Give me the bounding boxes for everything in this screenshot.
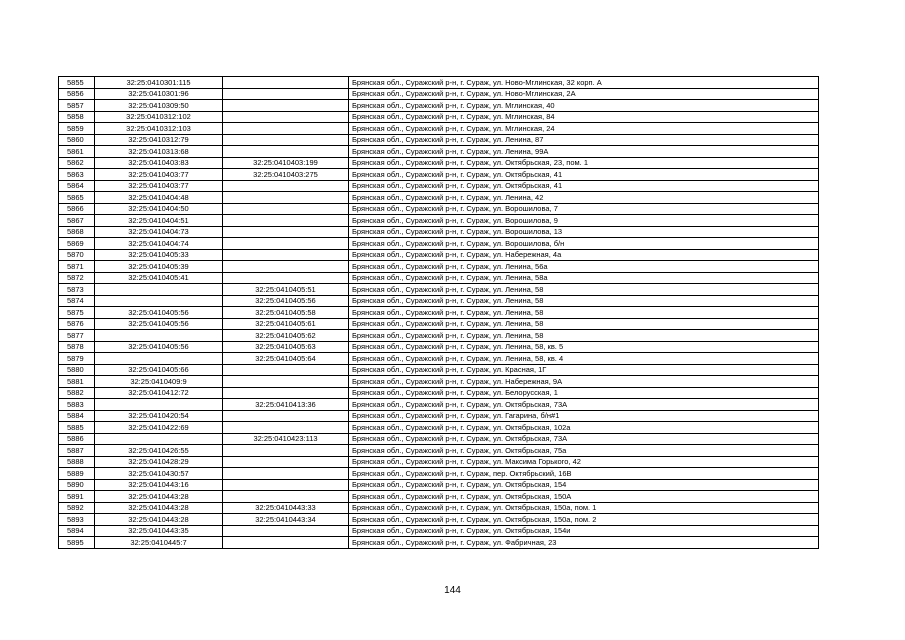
cadastral-number-cell: 32:25:0410430:57 [95,468,223,480]
table-row [59,238,819,250]
address-cell: Брянская обл., Суражский р-н, г. Сураж, ул. Белорусская, 1 [349,387,819,399]
address-cell: Брянская обл., Суражский р-н, г. Сураж, ул. Октябрьская, 150а, пом. 1 [349,502,819,514]
related-cadastral-number-cell: 32:25:0410443:33 [223,502,349,514]
cadastral-number-cell: 32:25:0410405:56 [95,341,223,353]
address-cell: Брянская обл., Суражский р-н, г. Сураж, ул. Ленина, 58, кв. 5 [349,341,819,353]
row-number-cell: 5872 [59,272,95,284]
row-number-cell: 5894 [59,525,95,537]
table-row [59,100,819,112]
address-cell: Брянская обл., Суражский р-н, г. Сураж, ул. Ново-Мглинская, 2А [349,88,819,100]
table-row [59,491,819,503]
related-cadastral-number-cell: 32:25:0410403:275 [223,169,349,181]
table-row [59,387,819,399]
property-table [58,76,819,549]
table-row [59,261,819,273]
row-number-cell: 5862 [59,157,95,169]
cadastral-number-cell: 32:25:0410443:16 [95,479,223,491]
table-row [59,249,819,261]
cadastral-number-cell: 32:25:0410412:72 [95,387,223,399]
address-cell: Брянская обл., Суражский р-н, г. Сураж, ул. Мглинская, 24 [349,123,819,135]
related-cadastral-number-cell: 32:25:0410405:51 [223,284,349,296]
row-number-cell: 5858 [59,111,95,123]
table-row [59,295,819,307]
related-cadastral-number-cell [223,261,349,273]
cadastral-number-cell: 32:25:0410405:33 [95,249,223,261]
address-cell: Брянская обл., Суражский р-н, г. Сураж, ул. Набережная, 9А [349,376,819,388]
row-number-cell: 5891 [59,491,95,503]
row-number-cell: 5892 [59,502,95,514]
address-cell: Брянская обл., Суражский р-н, г. Сураж, ул. Октябрьская, 150А [349,491,819,503]
table-row [59,192,819,204]
row-number-cell: 5888 [59,456,95,468]
address-cell: Брянская обл., Суражский р-н, г. Сураж, ул. Ворошилова, 7 [349,203,819,215]
table-row [59,146,819,158]
related-cadastral-number-cell [223,238,349,250]
row-number-cell: 5886 [59,433,95,445]
related-cadastral-number-cell [223,88,349,100]
row-number-cell: 5868 [59,226,95,238]
related-cadastral-number-cell [223,387,349,399]
related-cadastral-number-cell: 32:25:0410405:64 [223,353,349,365]
row-number-cell: 5861 [59,146,95,158]
table-row [59,353,819,365]
table-row [59,468,819,480]
table-row [59,134,819,146]
page-number: 144 [444,585,461,596]
row-number-cell: 5856 [59,88,95,100]
address-cell: Брянская обл., Суражский р-н, г. Сураж, ул. Октябрьская, 154и [349,525,819,537]
cadastral-number-cell: 32:25:0410443:28 [95,514,223,526]
related-cadastral-number-cell [223,525,349,537]
row-number-cell: 5887 [59,445,95,457]
related-cadastral-number-cell: 32:25:0410403:199 [223,157,349,169]
table-row [59,422,819,434]
cadastral-number-cell: 32:25:0410313:68 [95,146,223,158]
address-cell: Брянская обл., Суражский р-н, г. Сураж, ул. Ворошилова, 9 [349,215,819,227]
row-number-cell: 5860 [59,134,95,146]
related-cadastral-number-cell: 32:25:0410405:61 [223,318,349,330]
address-cell: Брянская обл., Суражский р-н, г. Сураж, ул. Октябрьская, 102а [349,422,819,434]
table-row [59,215,819,227]
table-row [59,307,819,319]
row-number-cell: 5879 [59,353,95,365]
address-cell: Брянская обл., Суражский р-н, г. Сураж, ул. Октябрьская, 73А [349,399,819,411]
address-cell: Брянская обл., Суражский р-н, г. Сураж, ул. Ленина, 42 [349,192,819,204]
table-row [59,169,819,181]
row-number-cell: 5870 [59,249,95,261]
row-number-cell: 5884 [59,410,95,422]
row-number-cell: 5857 [59,100,95,112]
row-number-cell: 5866 [59,203,95,215]
cadastral-number-cell: 32:25:0410443:28 [95,491,223,503]
cadastral-number-cell: 32:25:0410301:115 [95,77,223,89]
address-cell: Брянская обл., Суражский р-н, г. Сураж, ул. Фабричная, 23 [349,537,819,549]
cadastral-number-cell [95,284,223,296]
row-number-cell: 5881 [59,376,95,388]
cadastral-number-cell: 32:25:0410420:54 [95,410,223,422]
address-cell: Брянская обл., Суражский р-н, г. Сураж, ул. Ново-Мглинская, 32 корп. А [349,77,819,89]
table-row [59,364,819,376]
related-cadastral-number-cell: 32:25:0410405:63 [223,341,349,353]
related-cadastral-number-cell [223,146,349,158]
table-row [59,180,819,192]
address-cell: Брянская обл., Суражский р-н, г. Сураж, ул. Октябрьская, 150а, пом. 2 [349,514,819,526]
related-cadastral-number-cell [223,422,349,434]
address-cell: Брянская обл., Суражский р-н, г. Сураж, ул. Ленина, 58 [349,330,819,342]
table-row [59,330,819,342]
table-row [59,318,819,330]
table-row [59,77,819,89]
cadastral-number-cell: 32:25:0410443:35 [95,525,223,537]
address-cell: Брянская обл., Суражский р-н, г. Сураж, ул. Ленина, 58а [349,272,819,284]
address-cell: Брянская обл., Суражский р-н, г. Сураж, ул. Ленина, 58 [349,295,819,307]
cadastral-number-cell: 32:25:0410428:29 [95,456,223,468]
row-number-cell: 5873 [59,284,95,296]
table-row [59,341,819,353]
table-row [59,123,819,135]
table-row [59,433,819,445]
related-cadastral-number-cell [223,410,349,422]
table-row [59,88,819,100]
row-number-cell: 5885 [59,422,95,434]
address-cell: Брянская обл., Суражский р-н, г. Сураж, ул. Октябрьская, 23, пом. 1 [349,157,819,169]
row-number-cell: 5871 [59,261,95,273]
cadastral-number-cell: 32:25:0410404:50 [95,203,223,215]
table-row [59,272,819,284]
row-number-cell: 5869 [59,238,95,250]
table-row [59,376,819,388]
address-cell: Брянская обл., Суражский р-н, г. Сураж, ул. Ленина, 87 [349,134,819,146]
row-number-cell: 5876 [59,318,95,330]
related-cadastral-number-cell [223,226,349,238]
related-cadastral-number-cell [223,77,349,89]
related-cadastral-number-cell: 32:25:0410423:113 [223,433,349,445]
related-cadastral-number-cell [223,479,349,491]
table-row [59,479,819,491]
cadastral-number-cell [95,330,223,342]
address-cell: Брянская обл., Суражский р-н, г. Сураж, ул. Красная, 1Г [349,364,819,376]
related-cadastral-number-cell [223,537,349,549]
address-cell: Брянская обл., Суражский р-н, г. Сураж, ул. Ленина, 56а [349,261,819,273]
table-row [59,284,819,296]
cadastral-number-cell: 32:25:0410426:55 [95,445,223,457]
table-row [59,157,819,169]
cadastral-number-cell: 32:25:0410405:66 [95,364,223,376]
row-number-cell: 5863 [59,169,95,181]
address-cell: Брянская обл., Суражский р-н, г. Сураж, ул. Ворошилова, 13 [349,226,819,238]
cadastral-number-cell: 32:25:0410312:79 [95,134,223,146]
address-cell: Брянская обл., Суражский р-н, г. Сураж, ул. Мглинская, 84 [349,111,819,123]
row-number-cell: 5889 [59,468,95,480]
address-cell: Брянская обл., Суражский р-н, г. Сураж, ул. Ленина, 58, кв. 4 [349,353,819,365]
table-row [59,203,819,215]
row-number-cell: 5895 [59,537,95,549]
related-cadastral-number-cell: 32:25:0410405:56 [223,295,349,307]
table-row [59,525,819,537]
cadastral-number-cell: 32:25:0410445:7 [95,537,223,549]
address-cell: Брянская обл., Суражский р-н, г. Сураж, ул. Октябрьская, 41 [349,180,819,192]
row-number-cell: 5874 [59,295,95,307]
related-cadastral-number-cell: 32:25:0410405:62 [223,330,349,342]
row-number-cell: 5865 [59,192,95,204]
address-cell: Брянская обл., Суражский р-н, г. Сураж, ул. Набережная, 4а [349,249,819,261]
row-number-cell: 5867 [59,215,95,227]
row-number-cell: 5855 [59,77,95,89]
row-number-cell: 5883 [59,399,95,411]
cadastral-number-cell: 32:25:0410403:77 [95,169,223,181]
cadastral-number-cell [95,399,223,411]
cadastral-number-cell: 32:25:0410404:51 [95,215,223,227]
related-cadastral-number-cell [223,249,349,261]
address-cell: Брянская обл., Суражский р-н, г. Сураж, ул. Ленина, 58 [349,284,819,296]
related-cadastral-number-cell: 32:25:0410405:58 [223,307,349,319]
cadastral-number-cell: 32:25:0410312:103 [95,123,223,135]
table-row [59,456,819,468]
related-cadastral-number-cell [223,456,349,468]
cadastral-number-cell: 32:25:0410403:83 [95,157,223,169]
cadastral-number-cell: 32:25:0410404:74 [95,238,223,250]
table-row [59,399,819,411]
table-row [59,537,819,549]
related-cadastral-number-cell [223,272,349,284]
related-cadastral-number-cell [223,123,349,135]
address-cell: Брянская обл., Суражский р-н, г. Сураж, пер. Октябрьский, 16В [349,468,819,480]
address-cell: Брянская обл., Суражский р-н, г. Сураж, ул. Октябрьская, 154 [349,479,819,491]
related-cadastral-number-cell [223,364,349,376]
table-row [59,502,819,514]
address-cell: Брянская обл., Суражский р-н, г. Сураж, ул. Мглинская, 40 [349,100,819,112]
cadastral-number-cell: 32:25:0410443:28 [95,502,223,514]
address-cell: Брянская обл., Суражский р-н, г. Сураж, ул. Ворошилова, б/н [349,238,819,250]
address-cell: Брянская обл., Суражский р-н, г. Сураж, ул. Октябрьская, 75а [349,445,819,457]
related-cadastral-number-cell [223,445,349,457]
row-number-cell: 5864 [59,180,95,192]
related-cadastral-number-cell [223,215,349,227]
related-cadastral-number-cell [223,100,349,112]
row-number-cell: 5878 [59,341,95,353]
cadastral-number-cell: 32:25:0410405:39 [95,261,223,273]
table-row [59,514,819,526]
row-number-cell: 5877 [59,330,95,342]
cadastral-number-cell: 32:25:0410405:41 [95,272,223,284]
table-row [59,410,819,422]
row-number-cell: 5859 [59,123,95,135]
related-cadastral-number-cell [223,180,349,192]
table-body [59,77,819,549]
related-cadastral-number-cell [223,376,349,388]
cadastral-number-cell: 32:25:0410404:48 [95,192,223,204]
related-cadastral-number-cell [223,192,349,204]
related-cadastral-number-cell [223,111,349,123]
row-number-cell: 5880 [59,364,95,376]
related-cadastral-number-cell: 32:25:0410413:36 [223,399,349,411]
related-cadastral-number-cell [223,203,349,215]
cadastral-number-cell: 32:25:0410301:96 [95,88,223,100]
cadastral-number-cell: 32:25:0410309:50 [95,100,223,112]
table-row [59,111,819,123]
cadastral-number-cell: 32:25:0410409:9 [95,376,223,388]
address-cell: Брянская обл., Суражский р-н, г. Сураж, ул. Ленина, 99А [349,146,819,158]
address-cell: Брянская обл., Суражский р-н, г. Сураж, ул. Октябрьская, 41 [349,169,819,181]
cadastral-number-cell: 32:25:0410312:102 [95,111,223,123]
row-number-cell: 5882 [59,387,95,399]
cadastral-number-cell [95,353,223,365]
related-cadastral-number-cell: 32:25:0410443:34 [223,514,349,526]
row-number-cell: 5890 [59,479,95,491]
cadastral-number-cell: 32:25:0410403:77 [95,180,223,192]
cadastral-number-cell: 32:25:0410422:69 [95,422,223,434]
address-cell: Брянская обл., Суражский р-н, г. Сураж, ул. Максима Горького, 42 [349,456,819,468]
cadastral-number-cell: 32:25:0410405:56 [95,318,223,330]
address-cell: Брянская обл., Суражский р-н, г. Сураж, ул. Гагарина, б/н#1 [349,410,819,422]
table-row [59,445,819,457]
cadastral-number-cell [95,433,223,445]
related-cadastral-number-cell [223,134,349,146]
row-number-cell: 5875 [59,307,95,319]
cadastral-number-cell: 32:25:0410404:73 [95,226,223,238]
cadastral-number-cell [95,295,223,307]
related-cadastral-number-cell [223,491,349,503]
cadastral-number-cell: 32:25:0410405:56 [95,307,223,319]
row-number-cell: 5893 [59,514,95,526]
address-cell: Брянская обл., Суражский р-н, г. Сураж, ул. Октябрьская, 73А [349,433,819,445]
related-cadastral-number-cell [223,468,349,480]
table-row [59,226,819,238]
address-cell: Брянская обл., Суражский р-н, г. Сураж, ул. Ленина, 58 [349,318,819,330]
address-cell: Брянская обл., Суражский р-н, г. Сураж, ул. Ленина, 58 [349,307,819,319]
